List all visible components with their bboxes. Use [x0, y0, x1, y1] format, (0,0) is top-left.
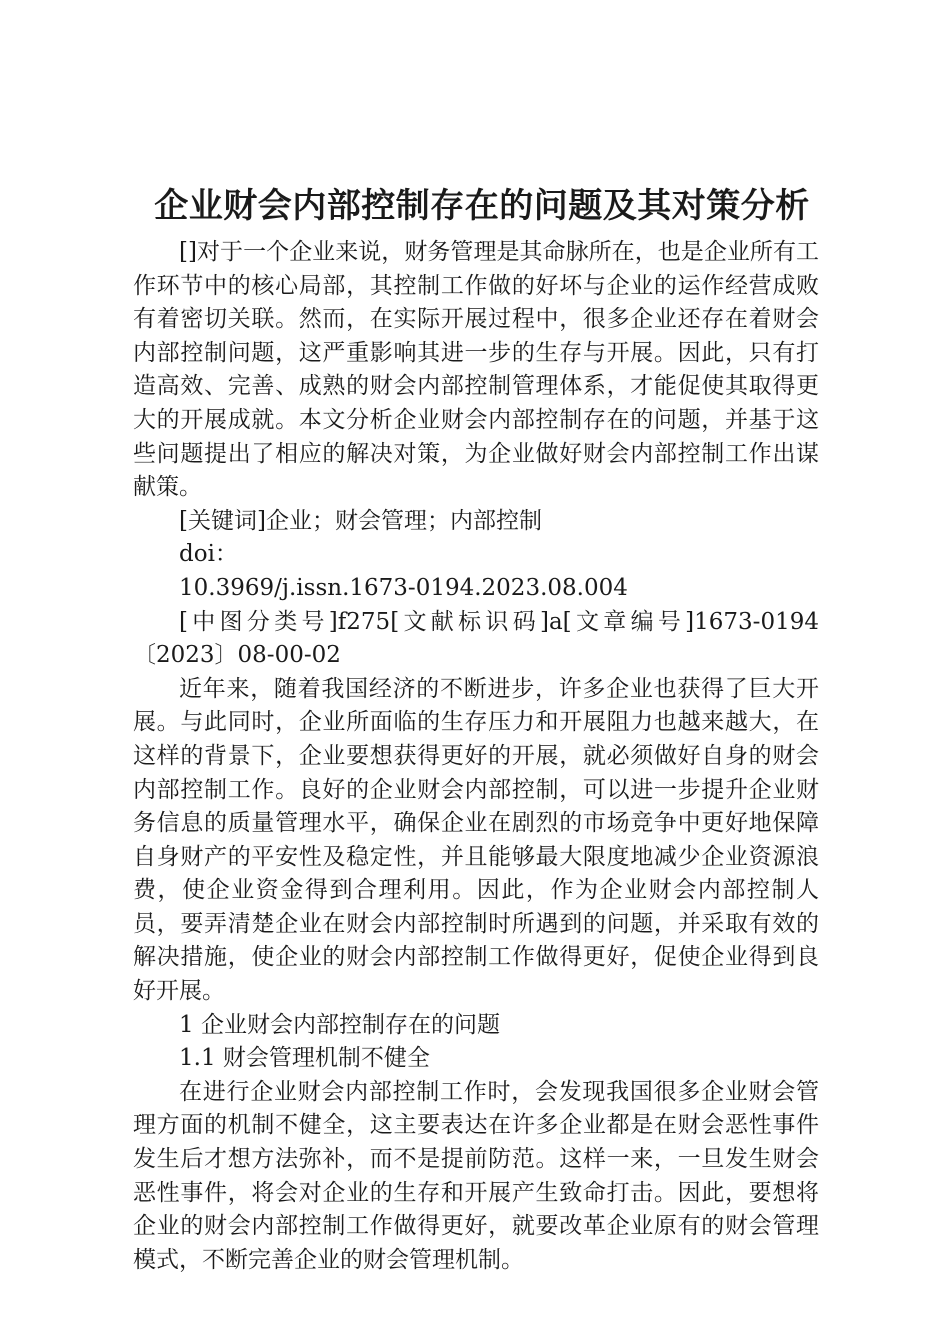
doi-label: doi： — [179, 541, 238, 568]
doi-value: 10.3969/j.issn.1673-0194.2023.08.004 — [179, 574, 628, 601]
section-1-1-heading: 1.1 财会管理机制不健全 — [179, 1045, 430, 1072]
document-title: 企业财会内部控制存在的问题及其对策分析 — [154, 186, 810, 226]
document-page — [133, 176, 819, 1277]
classification-line: [中图分类号]f275[文献标识码]a[文章编号]1673-0194〔2023〕08-00-02 — [133, 608, 819, 669]
intro-paragraph: 近年来，随着我国经济的不断进步，许多企业也获得了巨大开展。与此同时，企业所面临的生存压力和开展阻力也越来越大，在这样的背景下，企业要想获得更好的开展，就必须做好自身的财会内部控制工作。良好的企业财会内部控制，可以进一步提升企业财务信息的质量管理水平，确保企业在剧烈的市场竞争中更好地保障自身财产的平安性及稳定性，并且能够最大限度地减少企业资源浪费，使企业资金得到合理利用。因此，作为企业财会内部控制人员，要弄清楚企业在财会内部控制时所遇到的问题，并采取有效的解决措施，使企业的财会内部控制工作做得更好，促使企业得到良好开展。 — [133, 675, 819, 1005]
keywords-line: [关键词]企业；财会管理；内部控制 — [179, 507, 542, 534]
section-1-1-paragraph: 在进行企业财会内部控制工作时，会发现我国很多企业财会管理方面的机制不健全，这主要表达在许多企业都是在财会恶性事件发生后才想方法弥补，而不是提前防范。这样一来，一旦发生财会恶性事件，将会对企业的生存和开展产生致命打击。因此，要想将企业的财会内部控制工作做得更好，就要改革企业原有的财会管理模式，不断完善企业的财会管理机制。 — [133, 1078, 819, 1273]
abstract-paragraph: []对于一个企业来说，财务管理是其命脉所在，也是企业所有工作环节中的核心局部，其控制工作做的好坏与企业的运作经营成败有着密切关联。然而，在实际开展过程中，很多企业还存在着财会内部控制问题，这严重影响其进一步的生存与开展。因此，只有打造高效、完善、成熟的财会内部控制管理体系，才能促使其取得更大的开展成就。本文分析企业财会内部控制存在的问题，并基于这些问题提出了相应的解决对策，为企业做好财会内部控制工作出谋献策。 — [133, 239, 819, 501]
section-1-heading: 1 企业财会内部控制存在的问题 — [179, 1011, 500, 1038]
